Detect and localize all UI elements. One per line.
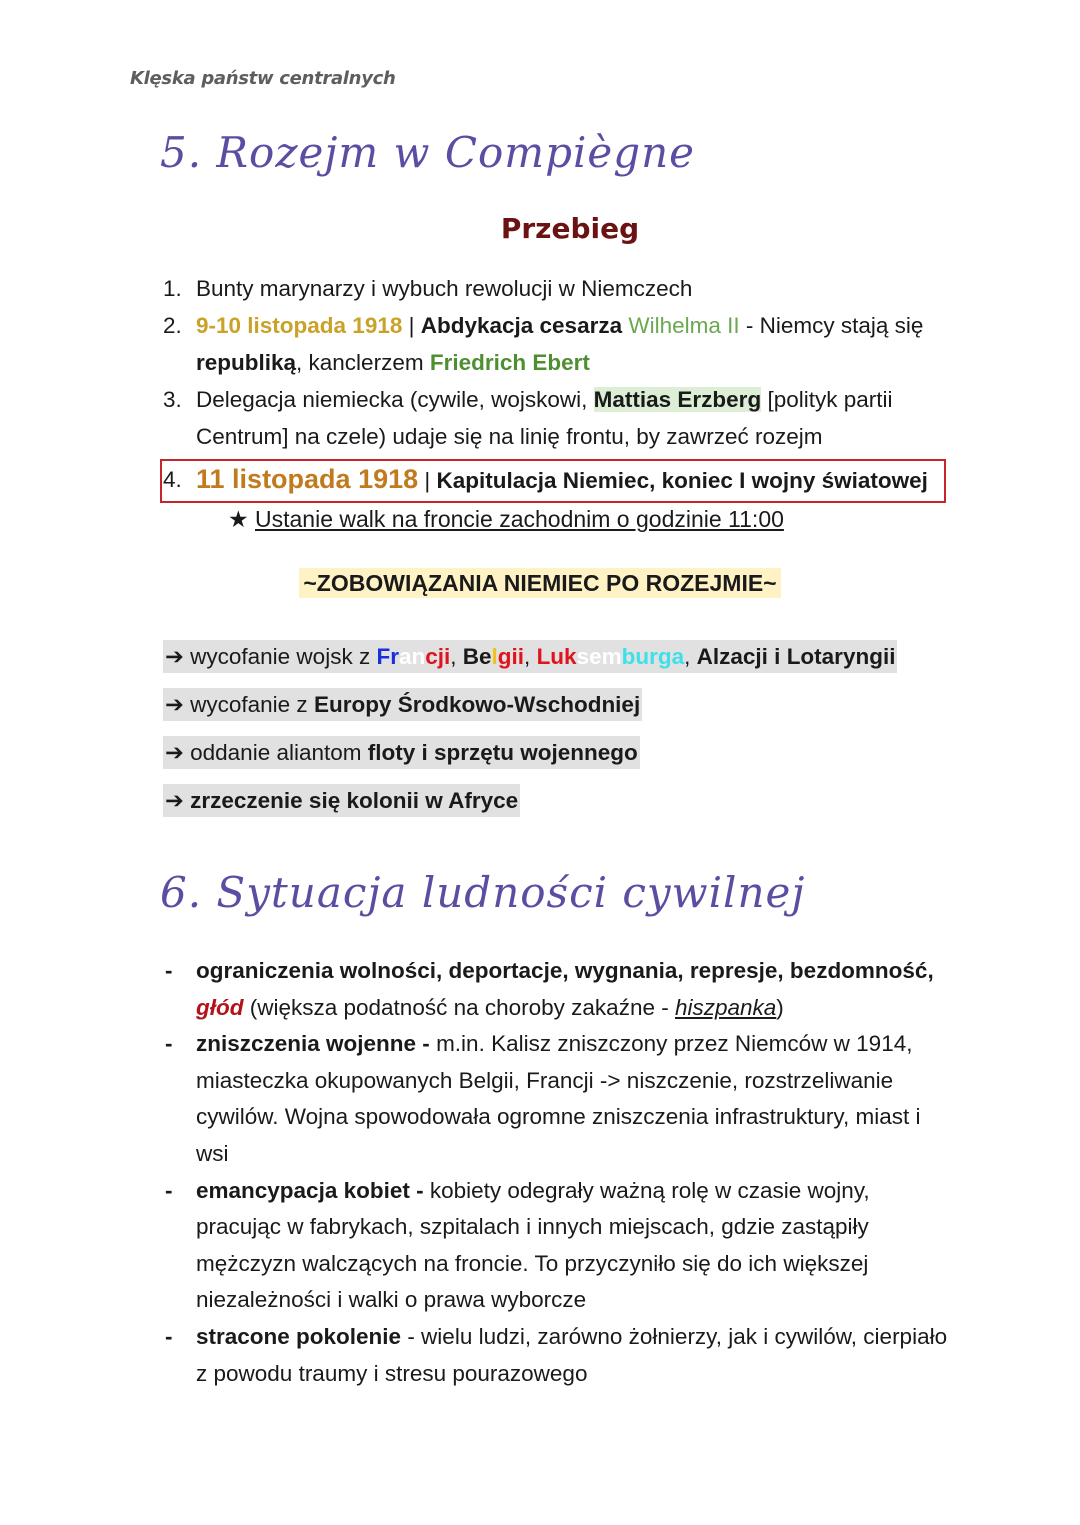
arrow-icon: ➔ [165, 644, 184, 669]
text-segment: zrzeczenie się kolonii w Afryce [190, 788, 519, 813]
text-segment: sem [576, 644, 622, 669]
item-number: 1. [163, 276, 182, 301]
list-item [163, 953, 953, 1026]
list-item [163, 270, 933, 307]
text-segment: Bunty marynarzy i wybuch rewolucji w Niemczech [196, 276, 693, 301]
rich-text [190, 740, 638, 765]
dash-bullet: - [165, 1031, 173, 1057]
text-segment: gii [497, 644, 525, 669]
obligations-heading [0, 570, 1080, 597]
rich-text [196, 276, 692, 301]
rich-text [196, 387, 893, 449]
text-segment: republiką [196, 350, 297, 375]
text-segment: wycofanie z [190, 692, 314, 717]
text-segment: oddanie aliantom [190, 740, 368, 765]
list-item-highlighted [163, 461, 933, 499]
civilian-situation-list [163, 953, 953, 1392]
text-segment: kobiety odegrały ważną rolę w czasie wojny, pracując w fabrykach, szpitalach i innych miejscach, gdzie zastąpiły mężczyzn walczących na froncie. To przyczyniło się do ich większej niezależności i walki o prawa wyborcze [196, 1177, 870, 1313]
page-header: Klęska państw centralnych [130, 68, 396, 89]
text-segment: Abdykacja cesarza [420, 313, 629, 338]
text-segment: Fr [376, 644, 399, 669]
text-segment: ograniczenia wolności, deportacje, wygnania, represje, bezdomność, [196, 958, 934, 983]
rich-text [190, 692, 640, 717]
rich-text [196, 1324, 947, 1386]
arrow-icon: ➔ [165, 692, 184, 717]
text-segment: | [418, 468, 437, 493]
rich-text [190, 788, 518, 813]
star-note [228, 506, 784, 533]
rich-text [196, 464, 928, 494]
text-segment: | [402, 313, 421, 338]
section-5-title: 5. Rozejm w Compiègne [160, 128, 696, 177]
text-segment: 11 listopada 1918 [196, 464, 419, 494]
text-segment: Delegacja niemiecka (cywile, wojskowi, [196, 387, 594, 412]
dash-bullet: - [165, 1323, 173, 1349]
text-segment: Mattias Erzberg [593, 387, 762, 412]
text-segment: , [450, 644, 463, 669]
star-note-text: Ustanie walk na froncie zachodnim o godzinie 11:00 [255, 506, 784, 532]
text-segment: Be [462, 644, 492, 669]
text-segment: burga [621, 644, 685, 669]
arrow-icon: ➔ [165, 788, 184, 813]
text-segment: (większa podatność na choroby zakaźne - [243, 994, 675, 1020]
text-segment: - wielu ludzi, zarówno żołnierzy, jak i cywilów, cierpiało z powodu traumy i stresu pourazowego [196, 1323, 948, 1386]
text-segment: , [524, 644, 537, 669]
text-segment: 9-10 listopada 1918 [196, 313, 403, 338]
section-5-subtitle: Przebieg [500, 212, 640, 245]
obligation-item [163, 784, 520, 817]
obligations-list [163, 640, 897, 832]
rich-text [196, 958, 934, 1020]
text-segment: Kapitulacja Niemiec, koniec I wojny światowej [436, 468, 928, 493]
text-segment: Luk [536, 644, 577, 669]
rich-text [196, 1031, 920, 1166]
text-segment: Alzacji i Lotaryngii [696, 644, 896, 669]
text-segment: Wilhelma II [628, 313, 740, 338]
text-segment: głód [196, 994, 244, 1020]
text-segment: , [684, 644, 697, 669]
text-segment: - Niemcy stają się [739, 313, 924, 338]
text-segment: Europy Środkowo-Wschodniej [313, 692, 641, 717]
list-item [163, 307, 933, 381]
rich-text [190, 644, 895, 669]
text-segment: ) [776, 994, 784, 1020]
section-6-title: 6. Sytuacja ludności cywilnej [160, 868, 806, 917]
list-item [163, 1319, 953, 1392]
list-item [163, 381, 933, 455]
text-segment: m.in. Kalisz zniszczony przez Niemców w 1914, miasteczka okupowanych Belgii, Francji -> niszczenie, rozstrzeliwanie cywilów. Wojna spowodowała ogromne zniszczenia infrastruktury, miast i wsi [196, 1031, 921, 1166]
obligation-item [163, 688, 642, 721]
item-number: 4. [163, 467, 182, 492]
obligations-heading-text: ~ZOBOWIĄZANIA NIEMIEC PO ROZEJMIE~ [299, 568, 780, 598]
item-number: 3. [163, 387, 182, 412]
text-segment: cji [425, 644, 451, 669]
star-icon: ★ [228, 506, 249, 532]
text-segment: , kanclerzem [296, 350, 430, 375]
obligation-item [163, 640, 897, 673]
text-segment: [polityk partii Centrum] na czele) udaje się na linię frontu, by zawrzeć rozejm [196, 387, 893, 449]
text-segment: an [398, 644, 426, 669]
item-number: 2. [163, 313, 182, 338]
text-segment: floty i sprzętu wojennego [367, 740, 638, 765]
rich-text [196, 313, 923, 375]
dash-bullet: - [165, 1177, 173, 1203]
dash-bullet: - [165, 958, 173, 983]
rich-text [196, 1178, 870, 1313]
timeline-list [163, 270, 933, 499]
list-item [163, 1173, 953, 1319]
list-item [163, 1026, 953, 1172]
text-segment: Friedrich Ebert [429, 350, 590, 375]
text-segment: stracone pokolenie [196, 1323, 402, 1349]
text-segment: wycofanie wojsk z [190, 644, 377, 669]
obligation-item [163, 736, 640, 769]
text-segment: hiszpanka [674, 994, 777, 1020]
text-segment: l [491, 644, 498, 669]
arrow-icon: ➔ [165, 740, 184, 765]
text-segment: emancypacja kobiet - [196, 1177, 430, 1203]
text-segment: zniszczenia wojenne - [196, 1031, 437, 1057]
